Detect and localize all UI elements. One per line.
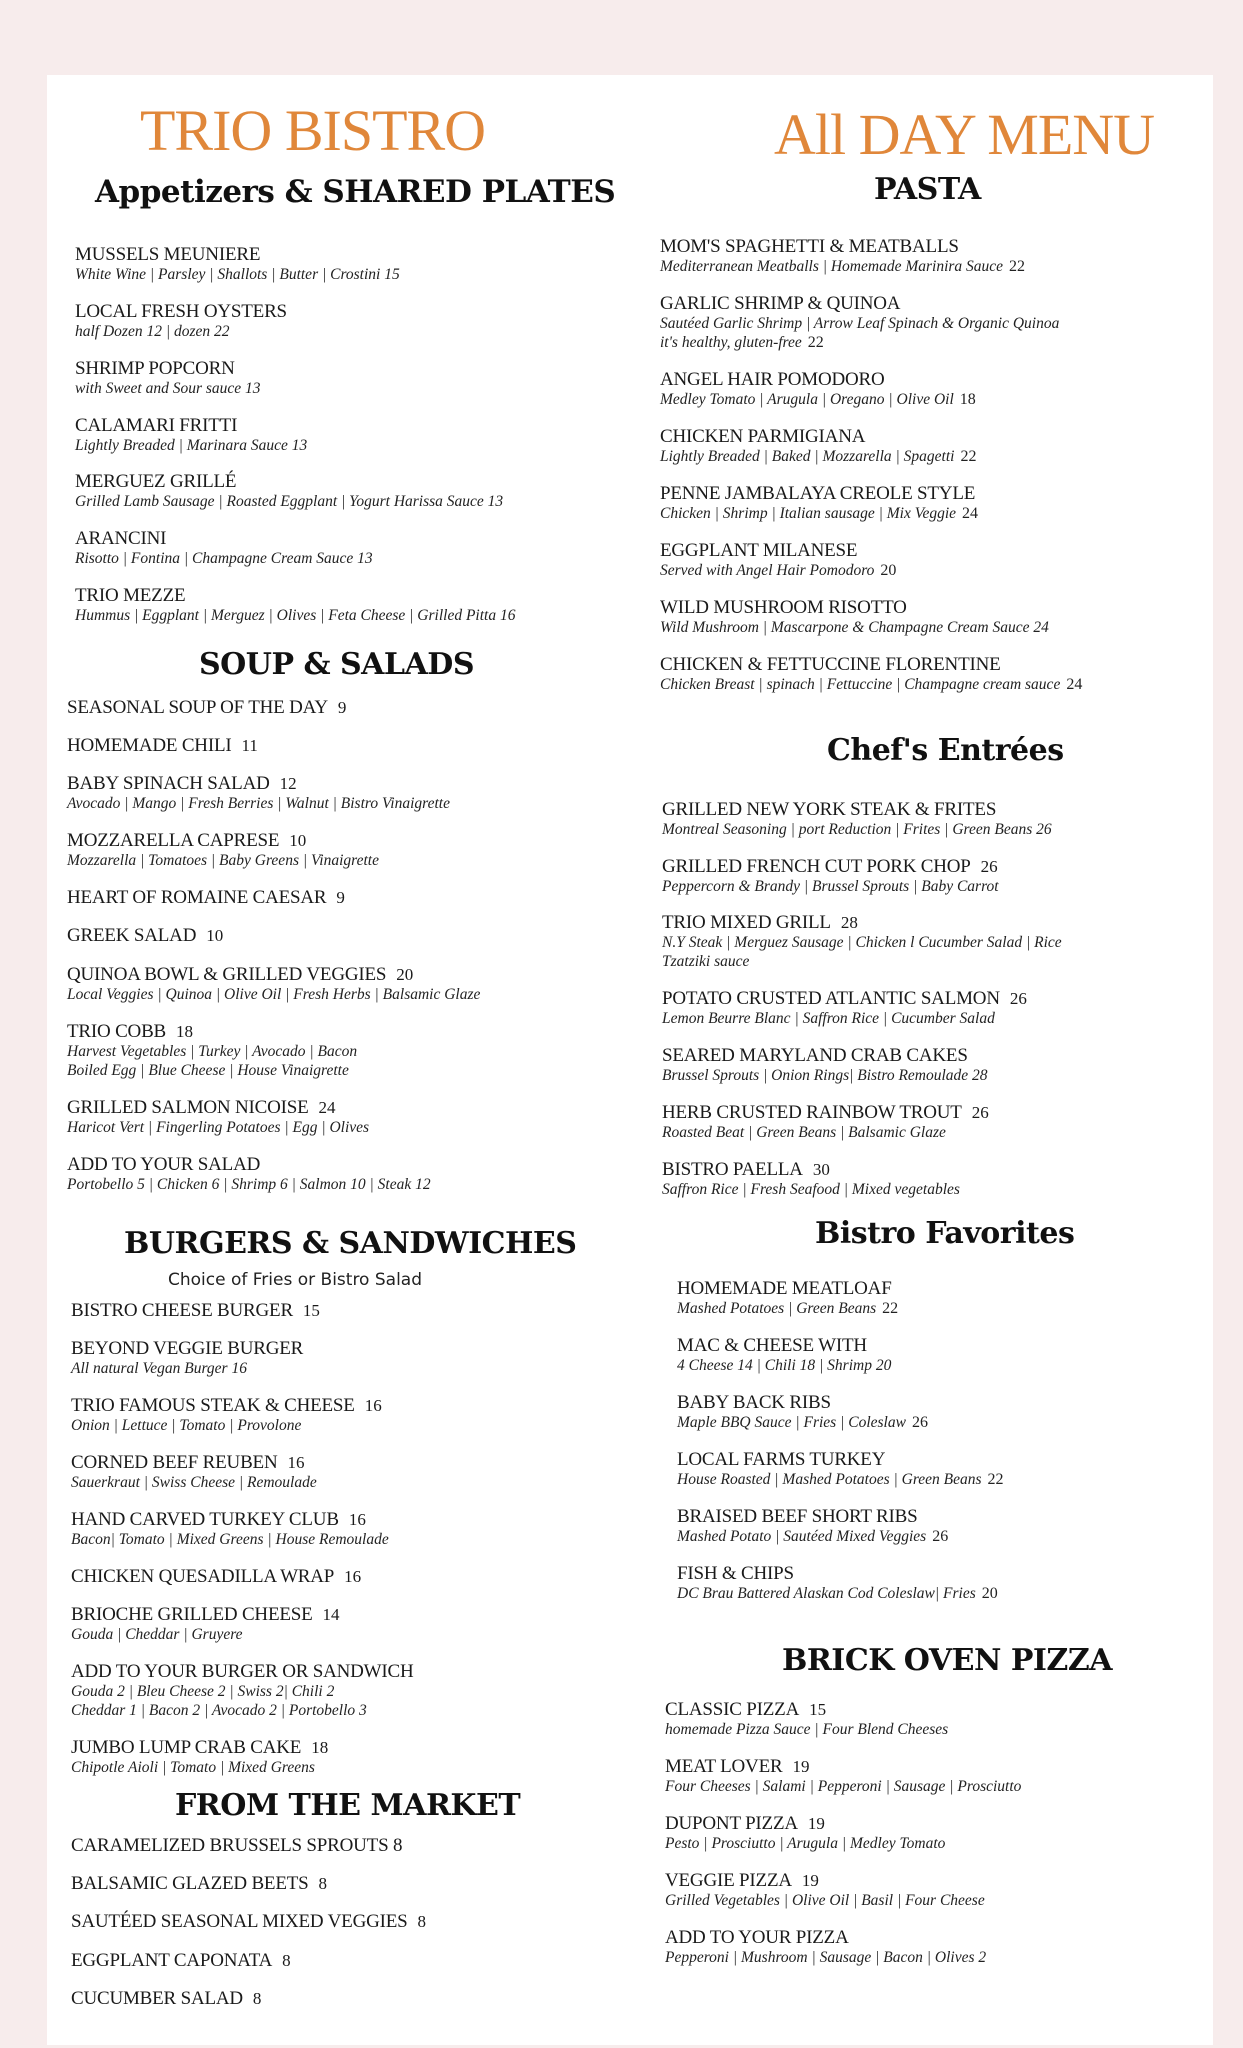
menu-item <box>660 598 1049 637</box>
menu-item <box>662 1103 989 1142</box>
item-name: BABY BACK RIBS <box>677 1392 831 1413</box>
menu-item <box>662 800 1052 839</box>
item-price: 22 <box>987 1471 1004 1488</box>
menu-item <box>665 1700 948 1739</box>
menu-item <box>75 472 503 511</box>
item-desc: Mashed Potato | Sautéed Mixed Veggies <box>677 1528 927 1545</box>
item-desc: Medley Tomato | Arugula | Oregano | Olive Oil <box>660 391 954 408</box>
item-price: 26 <box>1009 989 1027 1008</box>
item-name: SEARED MARYLAND CRAB CAKES <box>662 1045 968 1066</box>
menu-item <box>665 1928 986 1967</box>
item-price: 22 <box>882 1300 899 1317</box>
item-price: 9 <box>337 698 347 717</box>
item-name: CHICKEN PARMIGIANA <box>660 426 866 447</box>
item-desc: Roasted Beat | Green Beans | Balsamic Glaze <box>662 1124 946 1141</box>
item-name: HERB CRUSTED RAINBOW TROUT <box>662 1102 962 1123</box>
menu-item <box>660 655 1082 694</box>
item-desc: 4 Cheese 14 | Chili 18 | Shrimp 20 <box>677 1357 892 1374</box>
item-name: GRILLED SALMON NICOISE <box>67 1097 309 1118</box>
item-desc: Bacon| Tomato | Mixed Greens | House Remoulade <box>71 1531 389 1548</box>
menu-item <box>75 245 400 284</box>
item-price: 20 <box>981 1585 998 1602</box>
item-desc: Montreal Seasoning | port Reduction | Frites | Green Beans 26 <box>662 821 1052 838</box>
item-price: 16 <box>364 1396 382 1415</box>
menu-item <box>660 484 978 523</box>
menu-item <box>660 370 976 409</box>
section-title-market: FROM THE MARKET <box>175 1788 521 1823</box>
item-desc: Mozzarella | Tomatoes | Baby Greens | Vinaigrette <box>67 852 379 869</box>
section-title-entrees: Chef's Entrées <box>827 733 1064 768</box>
item-price: 20 <box>396 965 414 984</box>
item-price: 12 <box>279 774 297 793</box>
menu-item <box>71 1738 328 1777</box>
item-price: 16 <box>348 1510 366 1529</box>
menu-item <box>660 427 976 466</box>
menu-item <box>662 913 1062 971</box>
item-desc: Grilled Vegetables | Olive Oil | Basil | Four Cheese <box>665 1892 985 1909</box>
menu-item <box>677 1507 948 1546</box>
item-desc: Cheddar 1 | Bacon 2 | Avocado 2 | Portobello 3 <box>71 1702 367 1719</box>
item-price: 11 <box>241 736 258 755</box>
restaurant-title: TRIO BISTRO <box>140 98 486 163</box>
menu-item <box>67 698 346 718</box>
item-desc: Chipotle Aioli | Tomato | Mixed Greens <box>71 1759 315 1776</box>
item-price: 9 <box>336 888 345 907</box>
section-title-pizza: BRICK OVEN PIZZA <box>782 1643 1112 1678</box>
item-price: 16 <box>344 1567 362 1586</box>
item-desc: Saffron Rice | Fresh Seafood | Mixed vegetables <box>662 1181 960 1198</box>
item-desc: Pesto | Prosciutto | Arugula | Medley Tomato <box>665 1835 946 1852</box>
item-name: ADD TO YOUR PIZZA <box>665 1927 849 1948</box>
menu-item <box>67 926 223 946</box>
item-name: BRIOCHE GRILLED CHEESE <box>71 1604 313 1625</box>
item-name: CORNED BEEF REUBEN <box>71 1452 278 1473</box>
item-price: 19 <box>801 1871 819 1890</box>
menu-item <box>67 774 450 813</box>
item-price: 22 <box>807 334 824 351</box>
item-name: WILD MUSHROOM RISOTTO <box>660 597 907 618</box>
menu-item <box>662 989 1027 1028</box>
menu-title: All DAY MENU <box>774 102 1155 167</box>
item-name: BABY SPINACH SALAD <box>67 773 270 794</box>
menu-item <box>677 1279 898 1318</box>
item-name: CHICKEN QUESADILLA WRAP <box>71 1566 335 1587</box>
section-title-soups-salads: SOUP & SALADS <box>199 647 474 682</box>
menu-item <box>67 965 480 1004</box>
item-name: BISTRO PAELLA <box>662 1159 803 1180</box>
menu-item <box>75 416 307 455</box>
item-name: HEART OF ROMAINE CAESAR <box>67 887 327 908</box>
item-name: MERGUEZ GRILLÉ <box>75 471 237 492</box>
item-price: 18 <box>311 1738 329 1757</box>
menu-item <box>67 1098 369 1137</box>
item-name: ARANCINI <box>75 528 167 549</box>
item-name: GRILLED NEW YORK STEAK & FRITES <box>662 799 997 820</box>
item-desc: Mashed Potatoes | Green Beans <box>677 1300 877 1317</box>
item-price: 8 <box>417 1912 427 1931</box>
item-name: MOZZARELLA CAPRESE <box>67 830 280 851</box>
item-name: ADD TO YOUR SALAD <box>67 1154 261 1175</box>
item-desc: with Sweet and Sour sauce 13 <box>75 380 261 397</box>
item-desc: Onion | Lettuce | Tomato | Provolone <box>71 1417 302 1434</box>
item-desc: Local Veggies | Quinoa | Olive Oil | Fresh Herbs | Balsamic Glaze <box>67 986 481 1003</box>
item-name: BRAISED BEEF SHORT RIBS <box>677 1506 918 1527</box>
item-name: POTATO CRUSTED ATLANTIC SALMON <box>662 988 1000 1009</box>
menu-item <box>71 1912 426 1932</box>
item-desc: Risotto | Fontina | Champagne Cream Sauce 13 <box>75 550 373 567</box>
item-desc: Maple BBQ Sauce | Fries | Coleslaw <box>677 1414 906 1431</box>
menu-item <box>665 1814 945 1853</box>
item-price: 24 <box>962 505 979 522</box>
menu-item <box>75 302 287 341</box>
item-desc: Served with Angel Hair Pomodoro <box>660 562 875 579</box>
menu-item <box>662 1160 960 1199</box>
item-price: 26 <box>971 1103 989 1122</box>
item-desc: Gouda | Cheddar | Gruyere <box>71 1626 243 1643</box>
item-desc: Lightly Breaded | Baked | Mozzarella | Spagetti <box>660 448 955 465</box>
item-name: CUCUMBER SALAD <box>71 1988 243 2009</box>
menu-item <box>677 1393 928 1432</box>
menu-item <box>660 294 1059 352</box>
menu-item <box>662 1046 988 1085</box>
item-desc: House Roasted | Mashed Potatoes | Green Beans <box>677 1471 982 1488</box>
item-price: 18 <box>176 1022 194 1041</box>
item-desc: N.Y Steak | Merguez Sausage | Chicken l Cucumber Salad | Rice <box>662 934 1062 951</box>
menu-item <box>67 831 379 870</box>
item-price: 28 <box>840 913 858 932</box>
item-name: SAUTÉED SEASONAL MIXED VEGGIES <box>71 1911 408 1932</box>
item-desc: Peppercorn & Brandy | Brussel Sprouts | Baby Carrot <box>662 878 999 895</box>
item-desc: Lightly Breaded | Marinara Sauce 13 <box>75 437 308 454</box>
section-title-burgers: BURGERS & SANDWICHES <box>124 1226 577 1261</box>
item-desc: Chicken | Shrimp | Italian sausage | Mix Veggie <box>660 505 957 522</box>
menu-item <box>75 529 373 568</box>
item-name: BALSAMIC GLAZED BEETS <box>71 1873 309 1894</box>
menu-item <box>71 1339 303 1378</box>
menu-item <box>677 1450 1004 1489</box>
item-name: CHICKEN & FETTUCCINE FLORENTINE <box>660 654 1001 675</box>
menu-item <box>71 1510 389 1549</box>
item-name: MUSSELS MEUNIERE <box>75 244 261 265</box>
item-name: VEGGIE PIZZA <box>665 1870 792 1891</box>
section-title-appetizers: Appetizers & SHARED PLATES <box>95 174 616 210</box>
menu-item <box>67 1022 357 1080</box>
item-name: TRIO COBB <box>67 1021 167 1042</box>
item-desc: homemade Pizza Sauce | Four Blend Cheeses <box>665 1721 949 1738</box>
item-desc: Boiled Egg | Blue Cheese | House Vinaigrette <box>67 1062 349 1079</box>
menu-item <box>71 1951 291 1971</box>
item-price: 26 <box>980 857 998 876</box>
item-desc: it's healthy, gluten-free <box>660 334 802 351</box>
item-desc: DC Brau Battered Alaskan Cod Coleslaw| Fries <box>677 1585 976 1602</box>
menu-item <box>660 541 896 580</box>
item-name: GARLIC SHRIMP & QUINOA <box>660 293 901 314</box>
item-desc: Grilled Lamb Sausage | Roasted Eggplant | Yogurt Harissa Sauce 13 <box>75 493 504 510</box>
item-name: SEASONAL SOUP OF THE DAY <box>67 697 328 718</box>
item-price: 30 <box>812 1160 830 1179</box>
item-price: 15 <box>809 1700 827 1719</box>
menu-item <box>75 359 261 398</box>
item-name: QUINOA BOWL & GRILLED VEGGIES <box>67 964 387 985</box>
item-name: FISH & CHIPS <box>677 1563 794 1584</box>
item-name: TRIO MIXED GRILL <box>662 912 831 933</box>
item-desc: Hummus | Eggplant | Merguez | Olives | Feta Cheese | Grilled Pitta 16 <box>75 607 516 624</box>
item-name: MEAT LOVER <box>665 1756 783 1777</box>
menu-page <box>47 75 1213 2045</box>
item-name: SHRIMP POPCORN <box>75 358 235 379</box>
item-name: CLASSIC PIZZA <box>665 1699 800 1720</box>
item-desc: Harvest Vegetables | Turkey | Avocado | Bacon <box>67 1043 358 1060</box>
item-price: 8 <box>282 1951 291 1970</box>
menu-item <box>67 888 345 908</box>
item-name: TRIO FAMOUS STEAK & CHEESE <box>71 1395 355 1416</box>
menu-item <box>660 237 1025 276</box>
menu-item <box>71 1662 414 1720</box>
section-title-pasta: PASTA <box>874 172 981 207</box>
menu-item <box>71 1453 317 1492</box>
item-desc: Haricot Vert | Fingerling Potatoes | Egg | Olives <box>67 1119 370 1136</box>
item-desc: half Dozen 12 | dozen 22 <box>75 323 230 340</box>
menu-item <box>71 1605 340 1644</box>
item-desc: Brussel Sprouts | Onion Rings| Bistro Remoulade 28 <box>662 1067 988 1084</box>
item-price: 26 <box>932 1528 949 1545</box>
item-price: 10 <box>289 831 307 850</box>
item-desc: Chicken Breast | spinach | Fettuccine | Champagne cream sauce <box>660 676 1061 693</box>
item-price: 20 <box>880 562 897 579</box>
menu-item <box>71 1396 382 1435</box>
menu-item <box>677 1336 891 1375</box>
item-desc: Sauerkraut | Swiss Cheese | Remoulade <box>71 1474 317 1491</box>
item-desc: All natural Vegan Burger 16 <box>71 1360 247 1377</box>
item-name: LOCAL FARMS TURKEY <box>677 1449 886 1470</box>
item-price: 24 <box>318 1098 336 1117</box>
menu-item <box>71 1567 361 1587</box>
item-desc: Lemon Beurre Blanc | Saffron Rice | Cucumber Salad <box>662 1010 995 1027</box>
section-title-favorites: Bistro Favorites <box>815 1216 1075 1251</box>
item-name: MAC & CHEESE WITH <box>677 1335 867 1356</box>
item-name: CALAMARI FRITTI <box>75 415 238 436</box>
menu-item <box>67 1155 431 1194</box>
item-price: 19 <box>807 1814 825 1833</box>
menu-item <box>662 857 999 896</box>
item-desc: Gouda 2 | Bleu Cheese 2 | Swiss 2| Chili 2 <box>71 1683 335 1700</box>
item-name: GRILLED FRENCH CUT PORK CHOP <box>662 856 971 877</box>
menu-item <box>665 1757 1021 1796</box>
item-price: 24 <box>1066 676 1083 693</box>
item-price: 8 <box>252 1989 262 2008</box>
item-name: ADD TO YOUR BURGER OR SANDWICH <box>71 1661 414 1682</box>
item-desc: Tzatziki sauce <box>662 953 750 970</box>
item-name: JUMBO LUMP CRAB CAKE <box>71 1737 302 1758</box>
item-name: HAND CARVED TURKEY CLUB <box>71 1509 339 1530</box>
item-name: HOMEMADE MEATLOAF <box>677 1278 892 1299</box>
menu-item <box>665 1871 985 1910</box>
item-desc: Pepperoni | Mushroom | Sausage | Bacon | Olives 2 <box>665 1949 987 1966</box>
item-price: 15 <box>302 1301 320 1320</box>
item-price: 26 <box>911 1414 928 1431</box>
menu-item <box>71 1836 402 1856</box>
item-name: EGGPLANT MILANESE <box>660 540 858 561</box>
item-name: GREEK SALAD <box>67 925 197 946</box>
menu-item <box>75 586 515 625</box>
item-name: BEYOND VEGGIE BURGER <box>71 1338 304 1359</box>
item-price: 19 <box>792 1757 810 1776</box>
item-desc: Avocado | Mango | Fresh Berries | Walnut | Bistro Vinaigrette <box>67 795 450 812</box>
item-name: CARAMELIZED BRUSSELS SPROUTS 8 <box>71 1835 403 1856</box>
menu-item <box>71 1301 320 1321</box>
menu-item <box>71 1989 261 2009</box>
item-name: LOCAL FRESH OYSTERS <box>75 301 287 322</box>
item-name: MOM'S SPAGHETTI & MEATBALLS <box>660 236 959 257</box>
menu-item <box>67 736 258 756</box>
item-name: ANGEL HAIR POMODORO <box>660 369 885 390</box>
item-name: BISTRO CHEESE BURGER <box>71 1300 293 1321</box>
item-price: 10 <box>206 926 224 945</box>
burgers-side-note: Choice of Fries or Bistro Salad <box>168 1270 423 1290</box>
item-name: TRIO MEZZE <box>75 585 186 606</box>
item-price: 16 <box>287 1453 305 1472</box>
item-name: EGGPLANT CAPONATA <box>71 1950 273 1971</box>
item-price: 8 <box>318 1874 328 1893</box>
item-name: PENNE JAMBALAYA CREOLE STYLE <box>660 483 976 504</box>
item-name: DUPONT PIZZA <box>665 1813 798 1834</box>
item-desc: Sautéed Garlic Shrimp | Arrow Leaf Spinach & Organic Quinoa <box>660 315 1060 332</box>
item-price: 18 <box>959 391 976 408</box>
item-price: 14 <box>322 1605 340 1624</box>
item-price: 22 <box>1009 258 1026 275</box>
item-desc: Mediterranean Meatballs | Homemade Marinira Sauce <box>660 258 1004 275</box>
menu-item <box>71 1874 327 1894</box>
item-desc: Portobello 5 | Chicken 6 | Shrimp 6 | Salmon 10 | Steak 12 <box>67 1176 431 1193</box>
item-name: HOMEMADE CHILI <box>67 735 232 756</box>
item-desc: Four Cheeses | Salami | Pepperoni | Sausage | Prosciutto <box>665 1778 1022 1795</box>
item-desc: Wild Mushroom | Mascarpone & Champagne Cream Sauce 24 <box>660 619 1049 636</box>
item-desc: White Wine | Parsley | Shallots | Butter | Crostini 15 <box>75 266 400 283</box>
menu-item <box>677 1564 998 1603</box>
item-price: 22 <box>960 448 977 465</box>
